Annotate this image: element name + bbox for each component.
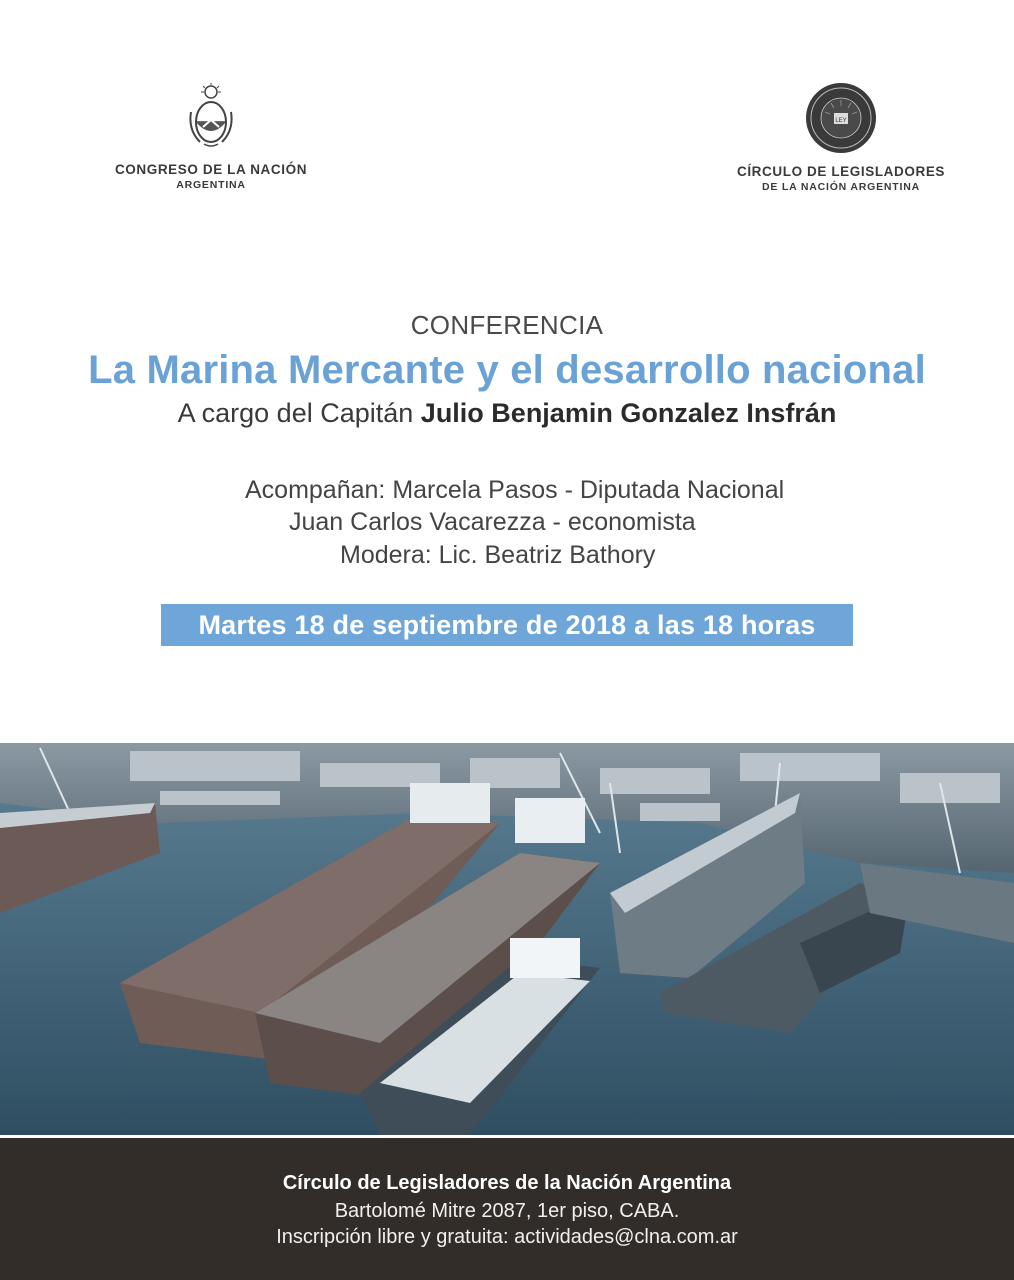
circulo-title: CÍRCULO DE LEGISLADORES: [736, 164, 946, 179]
congreso-subtitle: ARGENTINA: [176, 179, 246, 191]
svg-text:LEY: LEY: [835, 118, 847, 124]
footer-registration: Inscripción libre y gratuita: actividades@clna.com.ar: [276, 1226, 738, 1248]
speaker-prefix: A cargo del Capitán: [177, 398, 421, 428]
companion-line-2: Juan Carlos Vacarezza - economista: [289, 508, 696, 536]
event-date-banner: Martes 18 de septiembre de 2018 a las 18 horas: [161, 604, 853, 646]
circulo-logo: [722, 82, 960, 193]
shipyard-photo: [0, 743, 1014, 1135]
footer-organization: Círculo de Legisladores de la Nación Argentina: [282, 1172, 732, 1194]
coat-of-arms-icon: [188, 82, 234, 150]
congreso-logo: [100, 82, 322, 191]
speaker-name: Julio Benjamin Gonzalez Insfrán: [420, 398, 837, 428]
congreso-title: CONGRESO DE LA NACIÓN: [114, 162, 308, 177]
seal-icon: [803, 82, 879, 154]
footer: [0, 1138, 1014, 1280]
speaker-line: [0, 398, 1014, 429]
event-title: La Marina Mercante y el desarrollo nacional: [88, 348, 926, 392]
moderator-line: Modera: Lic. Beatriz Bathory: [340, 541, 656, 569]
event-type: CONFERENCIA: [410, 310, 604, 340]
companion-line-1: Acompañan: Marcela Pasos - Diputada Nacional: [245, 476, 785, 504]
footer-address: Bartolomé Mitre 2087, 1er piso, CABA.: [334, 1200, 680, 1222]
circulo-subtitle: DE LA NACIÓN ARGENTINA: [762, 181, 920, 193]
